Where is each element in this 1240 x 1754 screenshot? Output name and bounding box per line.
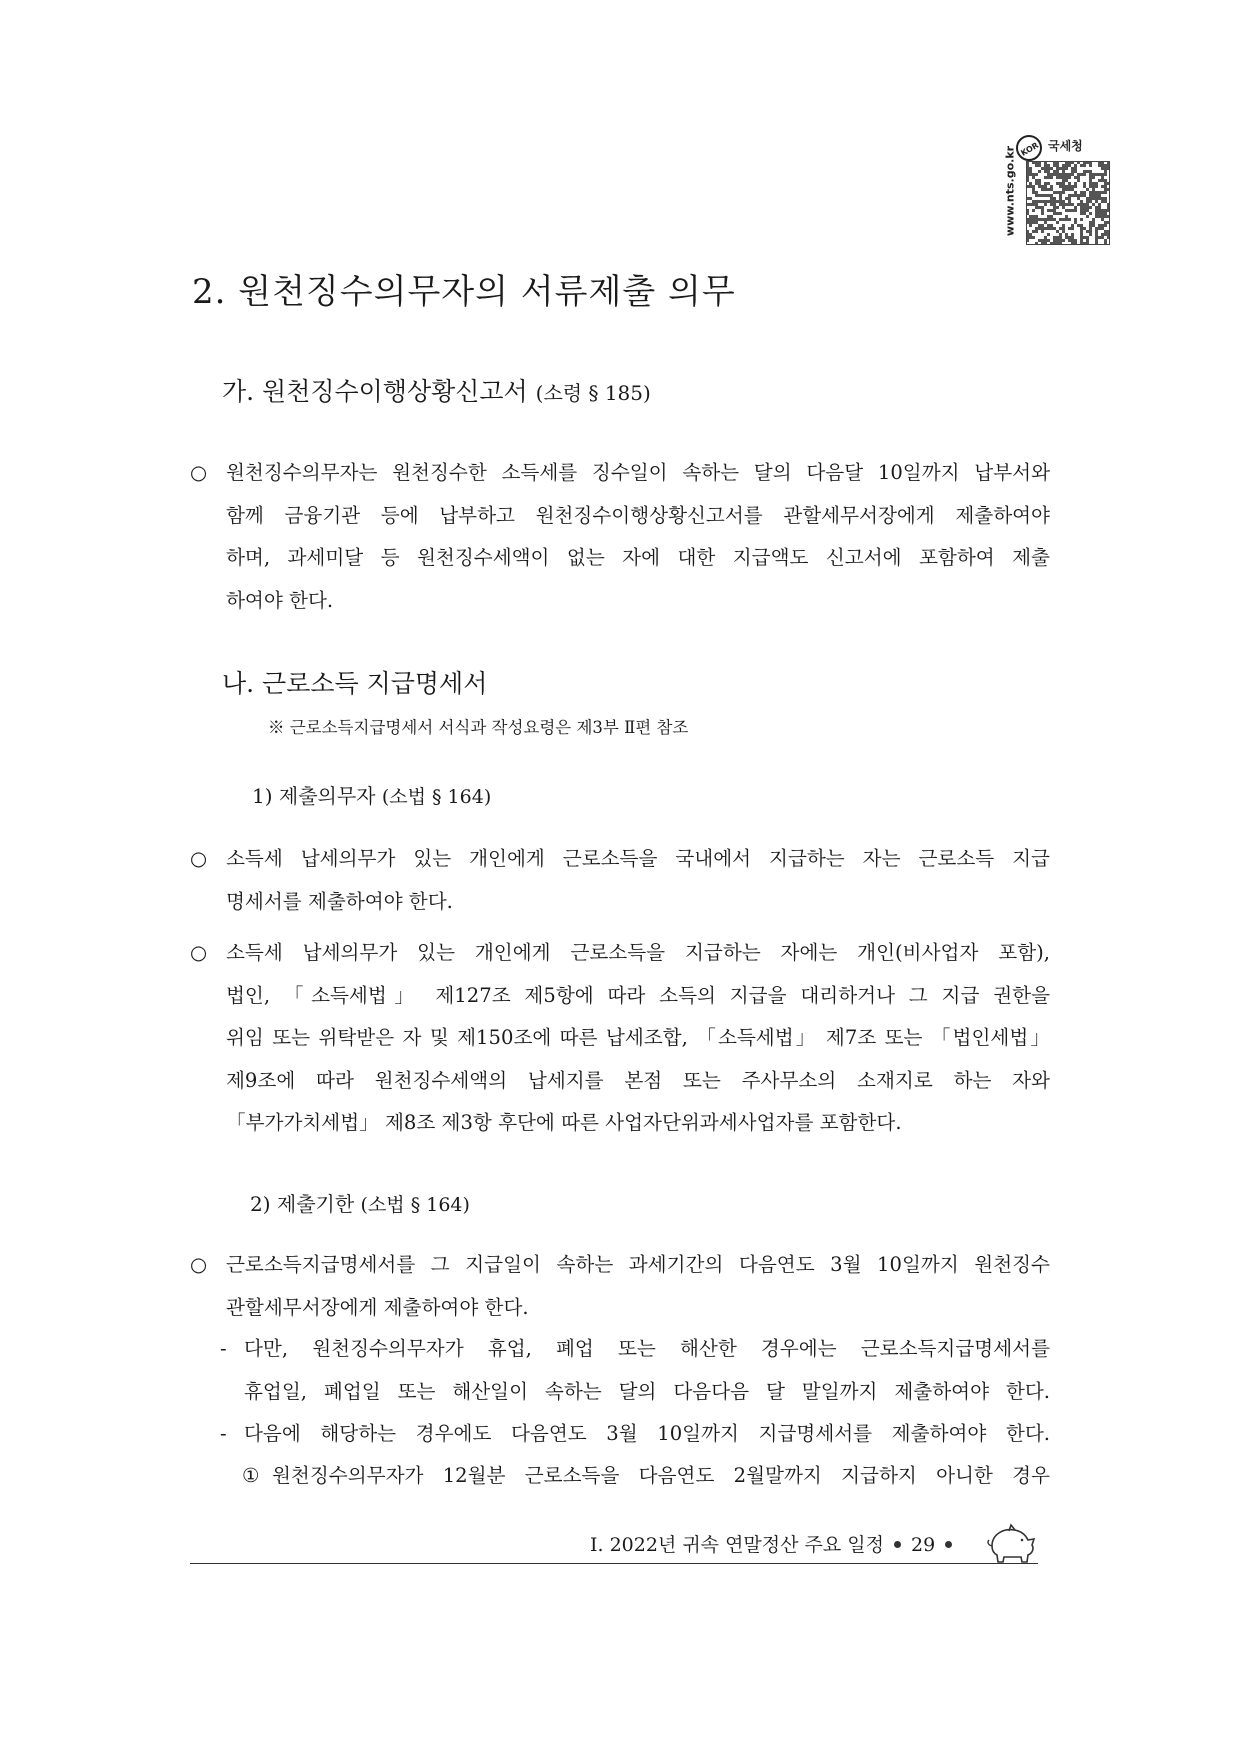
circled-number-marker: ① xyxy=(242,1464,260,1487)
qr-code-icon xyxy=(1026,161,1110,245)
numbered-item-1 xyxy=(242,1455,1050,1498)
paragraph-4 xyxy=(190,1244,1050,1329)
footer-dot-icon xyxy=(894,1541,901,1548)
paragraph-line: 함께 금융기관 등에 납부하고 원천징수이행상황신고서를 관할세무서장에게 제출하여야 xyxy=(226,503,1050,527)
bullet-marker: ○ xyxy=(190,941,208,964)
item-1-title: 1) 제출의무자 xyxy=(252,784,376,808)
svg-text:KOR: KOR xyxy=(1019,140,1041,158)
subsection-a-heading xyxy=(222,372,651,408)
numbered-item-text: 원천징수의무자가 12월분 근로소득을 다음연도 2월말까지 지급하지 아니한 경우 xyxy=(272,1464,1050,1487)
dash-marker: - xyxy=(220,1337,227,1360)
subsection-b-title: 나. 근로소득 지급명세서 xyxy=(222,669,488,698)
nts-url: www.nts.go.kr xyxy=(1003,145,1017,237)
dash-line: 다만, 원천징수의무자가 휴업, 폐업 또는 해산한 경우에는 근로소득지급명세서를 xyxy=(244,1337,1050,1360)
reference-note: ※ 근로소득지급명세서 서식과 작성요령은 제3부 Ⅱ편 참조 xyxy=(268,718,689,737)
item-1-heading xyxy=(252,780,491,809)
paragraph-line: 근로소득지급명세서를 그 지급일이 속하는 과세기간의 다음연도 3월 10일까지 원천징수 xyxy=(226,1253,1050,1276)
dash-line: 휴업일, 폐업일 또는 해산일이 속하는 달의 다음다음 달 말일까지 제출하여야 한다. xyxy=(244,1379,1050,1403)
paragraph-line: 법인, 「소득세법」 제127조 제5항에 따라 소득의 지급을 대리하거나 그 지급 권한을 xyxy=(226,983,1050,1007)
subsection-a-ref: (소령 § 185) xyxy=(535,381,651,405)
paragraph-3 xyxy=(190,932,1050,1145)
paragraph-line: 제9조에 따라 원천징수세액의 납세지를 본점 또는 주사무소의 소재지로 하는 자와 xyxy=(226,1068,1050,1092)
bullet-marker: ○ xyxy=(190,847,208,870)
item-1-ref: (소법 § 164) xyxy=(381,786,492,808)
paragraph-line: 위임 또는 위탁받은 자 및 제150조에 따른 납세조합, 「소득세법」 제7조 또는 「법인세법」 xyxy=(226,1026,1050,1049)
paragraph-line: 「부가가치세법」 제8조 제3항 후단에 따른 사업자단위과세사업자를 포함한다. xyxy=(226,1111,902,1134)
footer-chapter: Ⅰ. 2022년 귀속 연말정산 주요 일정 xyxy=(590,1534,884,1556)
agency-name: 국세청 xyxy=(1048,139,1083,153)
footer-rule xyxy=(190,1563,1038,1564)
page-number: 29 xyxy=(911,1534,936,1556)
paragraph-line: 소득세 납세의무가 있는 개인에게 근로소득을 국내에서 지급하는 자는 근로소득 지급 xyxy=(226,847,1050,870)
paragraph-line: 관할세무서장에게 제출하여야 한다. xyxy=(226,1295,529,1319)
paragraph-line: 소득세 납세의무가 있는 개인에게 근로소득을 지급하는 자에는 개인(비사업자 포함), xyxy=(226,941,1050,964)
nts-logo xyxy=(1000,135,1110,247)
kor-badge-icon xyxy=(1016,135,1042,161)
section-title: 2. 원천징수의무자의 서류제출 의무 xyxy=(192,272,736,312)
item-2-title: 2) 제출기한 xyxy=(250,1192,355,1216)
item-2-ref: (소법 § 164) xyxy=(360,1194,470,1216)
footer-dot-icon xyxy=(945,1541,952,1548)
paragraph-line: 하여야 한다. xyxy=(226,588,334,612)
bullet-marker: ○ xyxy=(190,461,208,484)
dash-marker: - xyxy=(220,1422,227,1445)
paragraph-2 xyxy=(190,838,1050,923)
paragraph-line: 원천징수의무자는 원천징수한 소득세를 징수일이 속하는 달의 다음달 10일까지 납부서와 xyxy=(226,461,1050,484)
dash-item-1 xyxy=(220,1328,1050,1413)
page-footer xyxy=(590,1530,962,1557)
item-2-heading xyxy=(250,1188,470,1217)
paragraph-1 xyxy=(190,452,1050,622)
dash-item-2 xyxy=(220,1413,1050,1456)
subsection-a-title: 가. 원천징수이행상황신고서 xyxy=(222,377,528,406)
paragraph-line: 하며, 과세미달 등 원천징수세액이 없는 자에 대한 지급액도 신고서에 포함하여 제출 xyxy=(226,546,1050,569)
dash-line: 다음에 해당하는 경우에도 다음연도 3월 10일까지 지급명세서를 제출하여야 한다. xyxy=(244,1422,1050,1445)
pig-icon xyxy=(982,1522,1038,1566)
bullet-marker: ○ xyxy=(190,1253,208,1276)
paragraph-line: 명세서를 제출하여야 한다. xyxy=(226,889,453,913)
